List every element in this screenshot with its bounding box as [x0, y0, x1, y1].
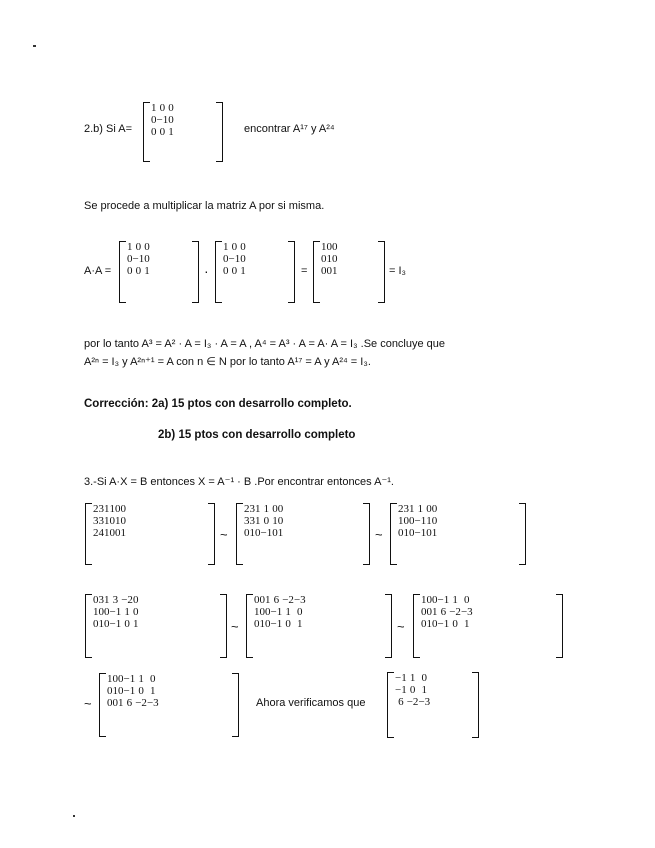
matrix-cell: 3	[98, 594, 104, 606]
matrix-cell: 2	[398, 503, 404, 515]
matrix-cell: 0	[403, 515, 409, 527]
matrix-cell: 0	[109, 515, 115, 527]
conclusion-line-1: por lo tanto A³ = A² · A = I₃ · A = A , A⁴ = A³ · A = A· A = I₃ .Se concluye que	[84, 338, 446, 350]
matrix-row	[254, 594, 306, 606]
intro-text: Se procede a multiplicar la matriz A por si misma.	[84, 200, 325, 212]
matrix-cell: 0	[107, 697, 113, 709]
matrix-cell: 0	[118, 685, 124, 697]
matrix-cell: 0	[112, 697, 118, 709]
inverse-matrix	[387, 672, 479, 738]
matrix-cell: 0	[431, 515, 438, 527]
matrix-cell: 0	[326, 265, 332, 277]
matrix-cell: 1	[255, 515, 261, 527]
matrix-cell: 0	[107, 685, 113, 697]
matrix-cell: 1	[107, 673, 113, 685]
matrix-cell: −1	[123, 673, 136, 685]
matrix-cell: 1	[409, 503, 415, 515]
matrix-cell: −1	[395, 684, 407, 696]
matrix-row	[107, 673, 159, 685]
matrix-row	[244, 515, 283, 527]
matrix-cell: 0	[432, 618, 438, 630]
matrix-cell: 0	[104, 606, 110, 618]
matrix-cell: 1	[332, 265, 338, 277]
matrix-cell: 1	[104, 503, 110, 515]
matrix-cell: 0	[426, 606, 432, 618]
sim-r2-1: ~	[231, 619, 239, 634]
sim-r3: ~	[84, 696, 92, 711]
matrix-cell: 6	[398, 696, 404, 708]
augmented-matrix-r3-1	[99, 673, 239, 737]
matrix-row	[244, 503, 283, 515]
matrix-cell: 1	[297, 618, 303, 630]
matrix-cell: 0	[132, 606, 139, 618]
matrix-row	[398, 515, 437, 527]
matrix-cell: −1	[270, 606, 283, 618]
matrix-cell: 3	[244, 515, 250, 527]
matrix-cell: 3	[98, 515, 104, 527]
scan-speck	[33, 45, 36, 47]
matrix-cell: 0	[138, 685, 144, 697]
matrix-cell: 0	[120, 503, 126, 515]
matrix-row	[223, 253, 246, 265]
matrix-row	[421, 606, 473, 618]
matrix-cell: 0	[240, 253, 246, 265]
matrix-cell: 1	[265, 594, 271, 606]
matrix-cell: 0	[120, 515, 126, 527]
matrix-cell: 0	[259, 594, 265, 606]
matrix-cell: −2	[406, 696, 419, 708]
matrix-cell: 0	[398, 527, 404, 539]
matrix-row	[421, 594, 473, 606]
matrix-cell: 1	[118, 697, 124, 709]
product-dot: ·	[204, 263, 209, 279]
matrix-row	[93, 503, 126, 515]
matrix-cell: 0	[231, 241, 238, 253]
matrix-cell: 0	[104, 618, 110, 630]
matrix-cell: 3	[249, 515, 255, 527]
matrix-cell: 0	[240, 241, 246, 253]
matrix-cell: 1	[426, 515, 432, 527]
matrix-cell: 1	[93, 606, 99, 618]
matrix-cell: 3	[249, 503, 255, 515]
matrix-row	[107, 685, 159, 697]
matrix-cell: 0	[272, 503, 278, 515]
matrix-a	[143, 102, 223, 162]
matrix-row	[93, 515, 126, 527]
matrix-cell: 0	[272, 527, 278, 539]
matrix-cell: −1	[132, 253, 145, 265]
matrix-cell: −1	[437, 594, 450, 606]
matrix-cell: 0	[426, 594, 432, 606]
matrix-cell: −1	[260, 527, 273, 539]
matrix-cell: 1	[409, 672, 416, 684]
matrix-cell: 1	[240, 265, 246, 277]
matrix-row	[151, 102, 174, 114]
matrix-row	[254, 606, 306, 618]
matrix-cell: 1	[432, 606, 438, 618]
problem-2b-task: encontrar A¹⁷ y A²⁴	[244, 123, 335, 135]
matrix-cell: 1	[115, 515, 121, 527]
matrix-cell: 0	[255, 527, 261, 539]
matrix-cell: −1	[228, 253, 241, 265]
matrix-cell: 0	[263, 515, 270, 527]
product-equals: =	[301, 265, 308, 277]
matrix-row	[93, 606, 138, 618]
matrix-cell: 1	[112, 685, 118, 697]
matrix-cell: 1	[98, 618, 104, 630]
sim-r1-1: ~	[220, 527, 228, 542]
matrix-row	[93, 618, 138, 630]
matrix-cell: 0	[151, 114, 157, 126]
matrix-cell: 0	[426, 527, 432, 539]
matrix-cell: 0	[93, 618, 99, 630]
augmented-matrix-r1-2	[236, 503, 370, 565]
matrix-cell: 0	[132, 594, 139, 606]
matrix-cell: −1	[395, 672, 407, 684]
matrix-cell: −2	[282, 594, 294, 606]
matrix-cell: 1	[431, 527, 438, 539]
matrix-row	[395, 684, 430, 696]
matrix-cell: −1	[414, 515, 427, 527]
matrix-row	[321, 253, 338, 265]
augmented-matrix-r2-1	[85, 594, 227, 658]
matrix-cell: 3	[403, 503, 409, 515]
matrix-cell: 0	[244, 527, 250, 539]
matrix-row	[321, 265, 338, 277]
matrix-cell: 1	[403, 527, 409, 539]
matrix-cell: 0	[421, 672, 428, 684]
matrix-cell: 2	[93, 527, 99, 539]
augmented-matrix-r2-2	[246, 594, 392, 658]
matrix-cell: 1	[104, 594, 110, 606]
matrix-cell: 1	[452, 594, 458, 606]
matrix-row	[151, 114, 174, 126]
matrix-cell: 1	[104, 527, 110, 539]
matrix-cell: 0	[159, 126, 166, 138]
matrix-cell: 1	[132, 618, 139, 630]
matrix-cell: 0	[93, 594, 99, 606]
matrix-cell: 1	[223, 241, 229, 253]
matrix-cell: 1	[109, 503, 115, 515]
matrix-cell: 6	[273, 594, 280, 606]
matrix-cell: 1	[168, 126, 174, 138]
matrix-row	[254, 618, 306, 630]
matrix-cell: 1	[272, 515, 278, 527]
matrix-cell: 0	[321, 265, 327, 277]
matrix-cell: 0	[98, 606, 104, 618]
matrix-cell: −2	[449, 606, 461, 618]
matrix-row	[127, 241, 150, 253]
verify-text: Ahora verificamos que	[256, 697, 366, 709]
matrix-cell: −1	[123, 685, 136, 697]
matrix-cell: 1	[421, 594, 427, 606]
matrix-cell: 0	[231, 265, 238, 277]
matrix-cell: −1	[109, 618, 122, 630]
matrix-cell: 0	[168, 114, 174, 126]
matrix-cell: 2	[93, 503, 99, 515]
matrix-cell: −1	[109, 606, 122, 618]
matrix-cell: 1	[255, 503, 261, 515]
matrix-cell: 1	[127, 241, 133, 253]
matrix-cell: 0	[431, 503, 438, 515]
matrix-cell: 0	[297, 606, 303, 618]
matrix-cell: 0	[432, 594, 438, 606]
matrix-cell: 0	[159, 102, 166, 114]
matrix-cell: 3	[93, 515, 99, 527]
matrix-cell: 1	[464, 618, 470, 630]
conclusion-line-2: A²ⁿ = I₃ y A²ⁿ⁺¹ = A con n ∈ N por lo tanto A¹⁷ = A y A²⁴ = I₃.	[84, 356, 371, 368]
matrix-row	[127, 253, 150, 265]
matrix-cell: 0	[127, 265, 133, 277]
matrix-cell: 1	[285, 606, 291, 618]
matrix-cell: 0	[124, 618, 130, 630]
matrix-cell: 0	[426, 503, 432, 515]
matrix-row	[107, 697, 159, 709]
matrix-cell: 0	[115, 527, 121, 539]
matrix-cell: 6	[126, 697, 133, 709]
matrix-cell: 0	[118, 673, 124, 685]
matrix-cell: 1	[150, 685, 156, 697]
product-matrix-3	[313, 241, 385, 303]
matrix-cell: 0	[144, 253, 150, 265]
matrix-row	[244, 527, 283, 539]
matrix-cell: 1	[259, 618, 265, 630]
scan-speck	[73, 815, 75, 817]
matrix-cell: 1	[326, 253, 332, 265]
problem-3-statement: 3.-Si A·X = B entonces X = A⁻¹ · B .Por encontrar entonces A⁻¹.	[84, 476, 394, 488]
matrix-cell: 4	[98, 527, 104, 539]
matrix-cell: −3	[418, 696, 431, 708]
matrix-row	[223, 241, 246, 253]
matrix-cell: −1	[414, 527, 427, 539]
matrix-row	[93, 527, 126, 539]
matrix-row	[223, 265, 246, 277]
matrix-row	[93, 594, 138, 606]
matrix-cell: 1	[398, 515, 404, 527]
matrix-cell: 0	[127, 253, 133, 265]
matrix-row	[421, 618, 473, 630]
matrix-cell: 0	[332, 241, 338, 253]
matrix-cell: 1	[277, 527, 284, 539]
matrix-cell: −1	[156, 114, 169, 126]
matrix-row	[398, 503, 437, 515]
matrix-cell: 1	[120, 527, 126, 539]
matrix-cell: 0	[326, 241, 332, 253]
matrix-cell: 0	[115, 503, 121, 515]
matrix-cell: 0	[168, 102, 174, 114]
matrix-cell: 1	[151, 102, 157, 114]
matrix-cell: −3	[146, 697, 159, 709]
matrix-cell: 1	[104, 515, 110, 527]
matrix-cell: 1	[138, 673, 144, 685]
matrix-cell: −1	[270, 618, 283, 630]
matrix-cell: 2	[244, 503, 250, 515]
matrix-cell: 0	[265, 606, 271, 618]
problem-2b-label: 2.b) Si A=	[84, 123, 133, 135]
matrix-cell: 0	[223, 253, 229, 265]
matrix-row	[398, 527, 437, 539]
matrix-row	[321, 241, 338, 253]
matrix-cell: 1	[321, 241, 327, 253]
matrix-cell: 0	[409, 515, 415, 527]
matrix-cell: 0	[409, 684, 416, 696]
correction-1: Corrección: 2a) 15 ptos con desarrollo completo.	[84, 398, 352, 410]
product-matrix-1	[119, 241, 199, 303]
matrix-cell: −1	[437, 618, 450, 630]
matrix-cell: 0	[277, 515, 284, 527]
product-rhs: = I₃	[389, 265, 407, 277]
matrix-cell: 0	[421, 618, 427, 630]
matrix-cell: 0	[421, 606, 427, 618]
matrix-cell: 0	[452, 618, 458, 630]
matrix-cell: 0	[135, 241, 142, 253]
matrix-cell: −2	[135, 697, 147, 709]
matrix-cell: 0	[151, 126, 157, 138]
matrix-cell: 0	[285, 618, 291, 630]
matrix-cell: 6	[440, 606, 447, 618]
matrix-cell: 0	[135, 265, 142, 277]
matrix-row	[127, 265, 150, 277]
matrix-row	[395, 696, 430, 708]
matrix-cell: 0	[277, 503, 284, 515]
matrix-cell: 0	[332, 253, 338, 265]
augmented-matrix-r2-3	[413, 594, 563, 658]
product-matrix-2	[215, 241, 295, 303]
matrix-cell: 0	[321, 253, 327, 265]
matrix-cell: 0	[223, 265, 229, 277]
matrix-cell: 0	[254, 618, 260, 630]
matrix-cell: 1	[417, 503, 424, 515]
matrix-cell: 3	[112, 594, 119, 606]
matrix-cell: 0	[150, 673, 156, 685]
matrix-cell: 0	[464, 594, 470, 606]
matrix-cell: 1	[124, 606, 130, 618]
matrix-cell: 0	[265, 618, 271, 630]
matrix-cell: 0	[112, 673, 118, 685]
sim-r2-2: ~	[397, 619, 405, 634]
matrix-cell: −2	[121, 594, 133, 606]
matrix-row	[395, 672, 430, 684]
matrix-cell: 0	[409, 527, 415, 539]
augmented-matrix-r1-3	[390, 503, 526, 565]
matrix-cell: 1	[254, 606, 260, 618]
matrix-row	[151, 126, 174, 138]
matrix-cell: −3	[293, 594, 306, 606]
matrix-cell: 1	[426, 618, 432, 630]
matrix-cell: 1	[421, 684, 428, 696]
matrix-cell: 1	[249, 527, 255, 539]
matrix-cell: 0	[254, 594, 260, 606]
augmented-matrix-r1-1	[85, 503, 215, 565]
matrix-cell: 1	[144, 265, 150, 277]
matrix-cell: −3	[460, 606, 473, 618]
correction-2: 2b) 15 ptos con desarrollo completo	[158, 429, 356, 441]
matrix-cell: 0	[144, 241, 150, 253]
product-lhs: A·A =	[84, 265, 112, 277]
matrix-cell: 1	[263, 503, 270, 515]
matrix-cell: 0	[109, 527, 115, 539]
matrix-cell: 0	[259, 606, 265, 618]
matrix-cell: 3	[98, 503, 104, 515]
sim-r1-2: ~	[375, 527, 383, 542]
